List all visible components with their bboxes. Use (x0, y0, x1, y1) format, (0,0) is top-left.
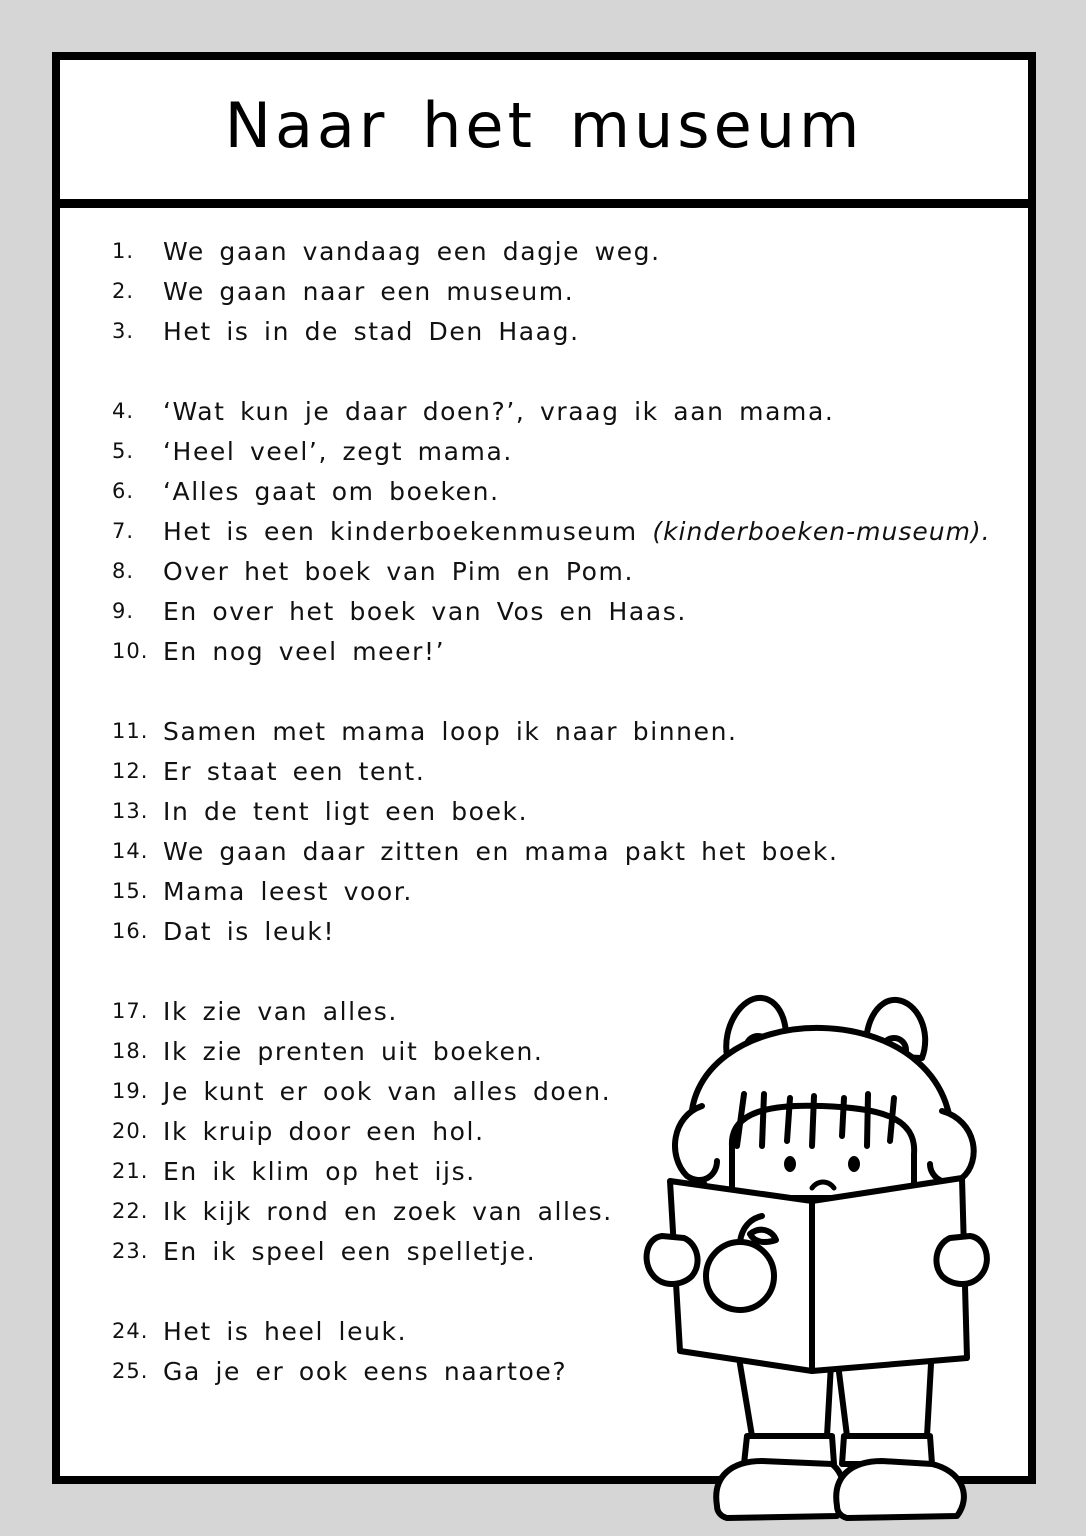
line-number: 6. (112, 479, 135, 503)
list-item (60, 754, 960, 788)
line-number: 7. (112, 519, 135, 543)
list-item (60, 514, 991, 548)
line-number: 24. (112, 1319, 149, 1343)
line-number: 12. (112, 759, 149, 783)
line-text: We gaan vandaag een dagje weg. (163, 236, 661, 266)
line-text: We gaan naar een museum. (163, 276, 575, 306)
line-text: Het is in de stad Den Haag. (163, 316, 580, 346)
line-text: Dat is leuk! (163, 916, 336, 946)
line-text: In de tent ligt een boek. (163, 796, 529, 826)
line-number: 18. (112, 1039, 149, 1063)
line-number: 1. (112, 239, 135, 263)
line-number: 22. (112, 1199, 149, 1223)
line-text: En nog veel meer!’ (163, 636, 446, 666)
page-title: Naar het museum (224, 89, 864, 162)
line-text: ‘Heel veel’, zegt mama. (163, 436, 513, 466)
line-text: Mama leest voor. (163, 876, 413, 906)
list-item (60, 834, 960, 868)
line-text: Ga je er ook eens naartoe? (163, 1356, 568, 1386)
girl-reading-illustration (632, 986, 1002, 1531)
line-number: 14. (112, 839, 149, 863)
line-number: 3. (112, 319, 135, 343)
line-number: 19. (112, 1079, 149, 1103)
line-text: Ik kruip door een hol. (163, 1116, 485, 1146)
line-text: Je kunt er ook van alles doen. (163, 1076, 612, 1106)
line-number: 5. (112, 439, 135, 463)
list-item (60, 714, 960, 748)
line-number: 4. (112, 399, 135, 423)
list-item (60, 314, 960, 348)
list-item (60, 434, 960, 468)
line-text: Ik kijk rond en zoek van alles. (163, 1196, 613, 1226)
list-item (60, 914, 960, 948)
list-item (60, 594, 960, 628)
line-text: Er staat een tent. (163, 756, 426, 786)
line-text: Samen met mama loop ik naar binnen. (163, 716, 738, 746)
list-item (60, 874, 960, 908)
line-text: ‘Wat kun je daar doen?’, vraag ik aan mama. (163, 396, 835, 426)
line-number: 2. (112, 279, 135, 303)
line-number: 21. (112, 1159, 149, 1183)
list-item (60, 794, 960, 828)
list-item (60, 234, 960, 268)
italic-note: (kinderboeken-museum). (652, 516, 991, 546)
line-text: En ik speel een spelletje. (163, 1236, 537, 1266)
line-number: 15. (112, 879, 149, 903)
line-number: 9. (112, 599, 135, 623)
list-item (60, 394, 960, 428)
line-number: 13. (112, 799, 149, 823)
line-text: Ik zie van alles. (163, 996, 398, 1026)
line-number: 25. (112, 1359, 149, 1383)
line-text: We gaan daar zitten en mama pakt het boek. (163, 836, 839, 866)
line-number: 20. (112, 1119, 149, 1143)
line-number: 17. (112, 999, 149, 1023)
line-number: 10. (112, 639, 149, 663)
line-number: 11. (112, 719, 149, 743)
line-number: 16. (112, 919, 149, 943)
line-text: En ik klim op het ijs. (163, 1156, 476, 1186)
line-text: Over het boek van Pim en Pom. (163, 556, 635, 586)
list-item (60, 554, 960, 588)
line-text: Ik zie prenten uit boeken. (163, 1036, 544, 1066)
line-text: En over het boek van Vos en Haas. (163, 596, 687, 626)
line-text: Het is een kinderboekenmuseum (163, 516, 638, 546)
line-number: 23. (112, 1239, 149, 1263)
list-item (60, 274, 960, 308)
line-text-with-note (163, 517, 991, 546)
line-text: Het is heel leuk. (163, 1316, 408, 1346)
list-item (60, 474, 960, 508)
line-number: 8. (112, 559, 135, 583)
line-text: ‘Alles gaat om boeken. (163, 476, 500, 506)
list-item (60, 634, 960, 668)
